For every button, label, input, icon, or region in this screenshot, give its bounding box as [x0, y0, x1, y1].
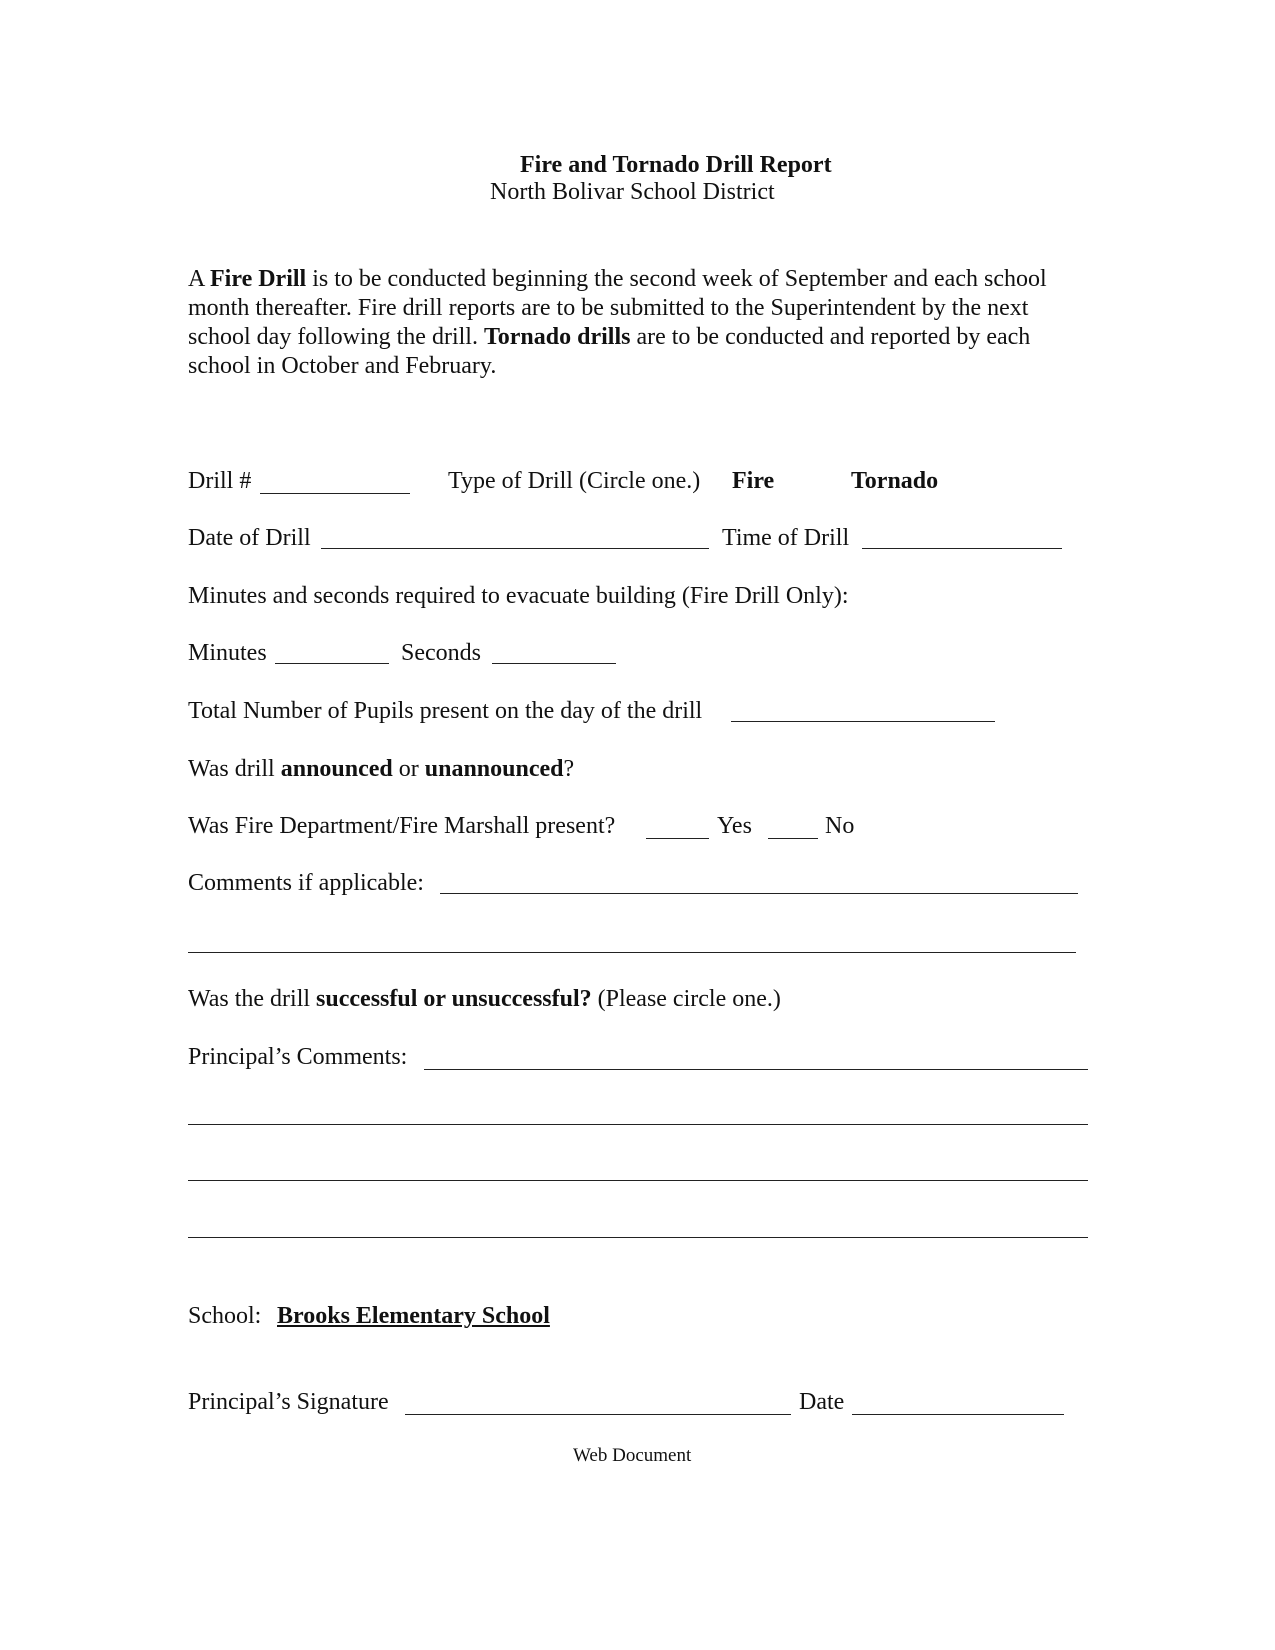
principal-comments-line-4[interactable] — [188, 1237, 1088, 1238]
school-label: School: — [188, 1303, 262, 1329]
comments-field-line-1[interactable] — [440, 893, 1078, 894]
date-of-drill-label: Date of Drill — [188, 525, 311, 551]
principal-signature-field[interactable] — [405, 1414, 791, 1415]
principal-comments-line-1[interactable] — [424, 1069, 1088, 1070]
principal-comments-line-2[interactable] — [188, 1124, 1088, 1125]
principal-comments-label: Principal’s Comments: — [188, 1044, 408, 1070]
drill-type-option-tornado[interactable]: Tornado — [851, 468, 939, 494]
principal-comments-line-3[interactable] — [188, 1180, 1088, 1181]
comments-field-line-2[interactable] — [188, 952, 1076, 953]
yes-label: Yes — [717, 813, 752, 839]
intro-paragraph: A Fire Drill is to be conducted beginning the second week of September and each school month thereafter. Fire drill reports are to be submitted to the Superintendent by the next school day following the drill. Tornado drills are to be conducted and reported by each school in October and February. — [188, 266, 1047, 379]
minutes-field[interactable] — [275, 663, 389, 664]
fire-department-question: Was Fire Department/Fire Marshall present? — [188, 813, 616, 839]
signature-date-label: Date — [799, 1389, 845, 1415]
principal-signature-label: Principal’s Signature — [188, 1389, 389, 1415]
drill-type-option-fire[interactable]: Fire — [732, 468, 775, 494]
announced-question: Was drill announced or unannounced? — [188, 756, 575, 782]
evacuation-time-label: Minutes and seconds required to evacuate building (Fire Drill Only): — [188, 583, 849, 609]
no-label: No — [825, 813, 855, 839]
drill-number-label: Drill # — [188, 468, 252, 494]
drill-type-label: Type of Drill (Circle one.) — [448, 468, 701, 494]
no-field[interactable] — [768, 838, 818, 839]
success-question: Was the drill successful or unsuccessful? (Please circle one.) — [188, 986, 781, 1012]
district-name: North Bolivar School District — [490, 179, 775, 205]
yes-field[interactable] — [646, 838, 709, 839]
minutes-label: Minutes — [188, 640, 267, 666]
time-of-drill-label: Time of Drill — [722, 525, 850, 551]
school-name: Brooks Elementary School — [277, 1303, 550, 1329]
date-of-drill-field[interactable] — [321, 548, 709, 549]
footer-note: Web Document — [573, 1445, 692, 1466]
document-title: Fire and Tornado Drill Report — [520, 152, 832, 178]
pupils-count-field[interactable] — [731, 721, 995, 722]
comments-label: Comments if applicable: — [188, 870, 424, 896]
pupils-count-label: Total Number of Pupils present on the day of the drill — [188, 698, 703, 724]
drill-number-field[interactable] — [260, 493, 410, 494]
seconds-field[interactable] — [492, 663, 616, 664]
seconds-label: Seconds — [401, 640, 481, 666]
signature-date-field[interactable] — [852, 1414, 1064, 1415]
time-of-drill-field[interactable] — [862, 548, 1062, 549]
